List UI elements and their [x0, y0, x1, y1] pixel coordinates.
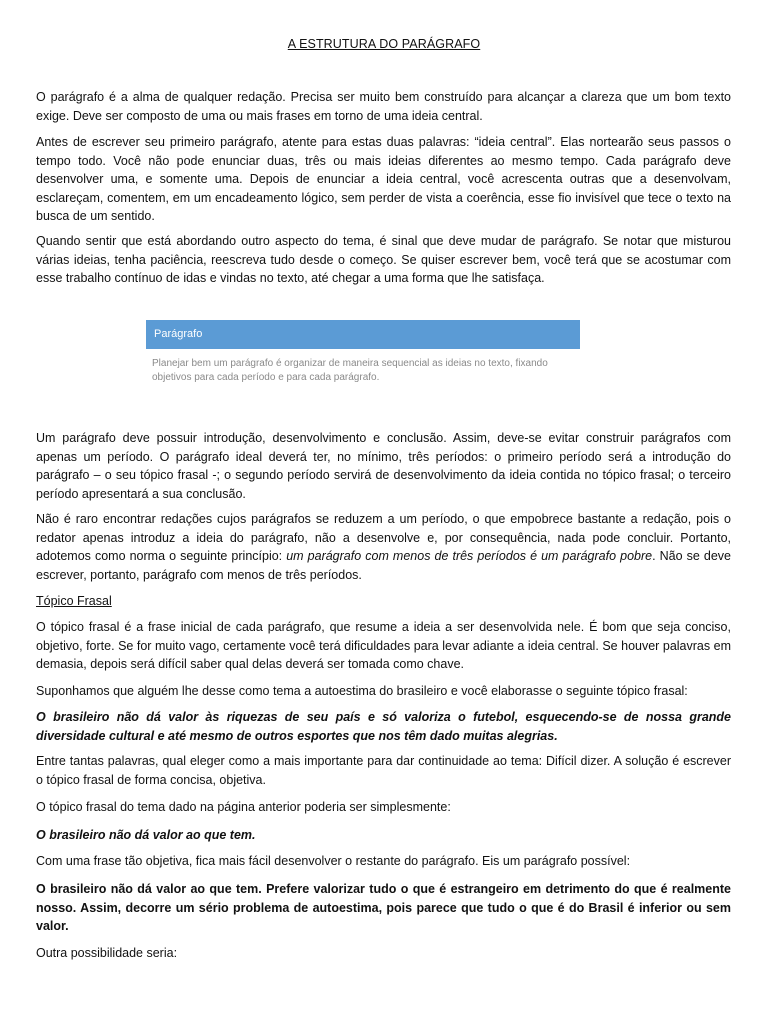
document-title: A ESTRUTURA DO PARÁGRAFO	[287, 37, 481, 51]
paragraph-poor-text-b: . Não se deve escrever, portanto, parágrafo com menos de três períodos.	[36, 549, 732, 582]
callout-text: Planejar bem um parágrafo é organizar de maneira sequencial as ideias no texto, fixando objetivos para cada período e para cada parágrafo.	[152, 358, 548, 383]
paragraph-change-aspect: Quando sentir que está abordando outro aspecto do tema, é sinal que deve mudar de parágrafo. Se notar que misturou várias ideias, tenha paciência, reescreva tudo desde o começo. Se quiser escrever bem, você terá que se acostumar com esse trabalho contínuo de idas e vindas no texto, até chegar a uma forma que lhe satisfaça.	[36, 234, 731, 285]
paragraph-poor-principle: um parágrafo com menos de três períodos é um parágrafo pobre	[286, 549, 653, 563]
callout-box	[146, 320, 580, 384]
paragraph-another-possibility: Outra possibilidade seria:	[36, 946, 178, 960]
example-long-topic: O brasileiro não dá valor às riquezas de seu país e só valoriza o futebol, esquecendo-se de nossa grande diversidade cultural e até mesmo de outros esportes que nos têm dado muitas alegrias.	[36, 710, 731, 743]
paragraph-intro: O parágrafo é a alma de qualquer redação. Precisa ser muito bem construído para alcançar a clareza que um bom texto exige. Deve ser composto de uma ou mais frases em torno de uma ideia central.	[36, 90, 731, 123]
paragraph-possible-paragraph: Com uma frase tão objetiva, fica mais fácil desenvolver o restante do parágrafo. Eis um parágrafo possível:	[36, 854, 631, 868]
paragraph-poor-paragraph	[36, 510, 731, 584]
paragraph-central-idea: Antes de escrever seu primeiro parágrafo, atente para estas duas palavras: “ideia central”. Elas nortearão seus passos o tempo todo. Você não pode enunciar duas, três ou mais ideias diferentes ao mesmo tempo. Cada parágrafo deve desenvolver uma, e somente uma. Depois de enunciar a ideia central, você acrescenta outras que a desenvolvam, esclareçam, comentem, em um encadeamento lógico, sem perder de vista a coerência, esse fio invisível que tece o texto na busca de um sentido.	[36, 135, 731, 223]
subheading-topico-frasal: Tópico Frasal	[36, 594, 112, 608]
paragraph-simple-topic-intro: O tópico frasal do tema dado na página anterior poderia ser simplesmente:	[36, 800, 451, 814]
callout-title: Parágrafo	[146, 320, 580, 349]
example-short-topic: O brasileiro não dá valor ao que tem.	[36, 828, 256, 842]
paragraph-example-theme: Suponhamos que alguém lhe desse como tema a autoestima do brasileiro e você elaborasse o seguinte tópico frasal:	[36, 684, 688, 698]
paragraph-structure: Um parágrafo deve possuir introdução, desenvolvimento e conclusão. Assim, deve-se evitar construir parágrafos com apenas um período. O parágrafo ideal deverá ter, no mínimo, três períodos: o primeiro período será a introdução do parágrafo – o seu tópico frasal -; o segundo período servirá de desenvolvimento da ideia contida no tópico frasal; o terceiro período apresentará a sua conclusão.	[36, 431, 731, 501]
paragraph-topic-sentence: O tópico frasal é a frase inicial de cada parágrafo, que resume a ideia a ser desenvolvida nele. É bom que seja conciso, objetivo, forte. Se for muito vago, certamente você terá dificuldades para levar adiante a ideia central. Se houver palavras em demasia, depois será difícil saber qual delas deverá ser tomada como chave.	[36, 620, 731, 671]
paragraph-poor-text-a: Não é raro encontrar redações cujos parágrafos se reduzem a um período, o que empobrece bastante a redação, pois o redator apenas introduz a ideia do parágrafo, não a desenvolve e, por consequência, nada pode concluir. Portanto, adotemos como norma o seguinte princípio:	[36, 512, 731, 563]
example-full-paragraph: O brasileiro não dá valor ao que tem. Prefere valorizar tudo o que é estrangeiro em detrimento do que é realmente nosso. Assim, decorre um sério problema de autoestima, pois parece que tudo o que é do Brasil é inferior ou sem valor.	[36, 882, 731, 933]
paragraph-choose-word: Entre tantas palavras, qual eleger como a mais importante para dar continuidade ao tema: Difícil dizer. A solução é escrever o tópico frasal de forma concisa, objetiva.	[36, 754, 731, 787]
